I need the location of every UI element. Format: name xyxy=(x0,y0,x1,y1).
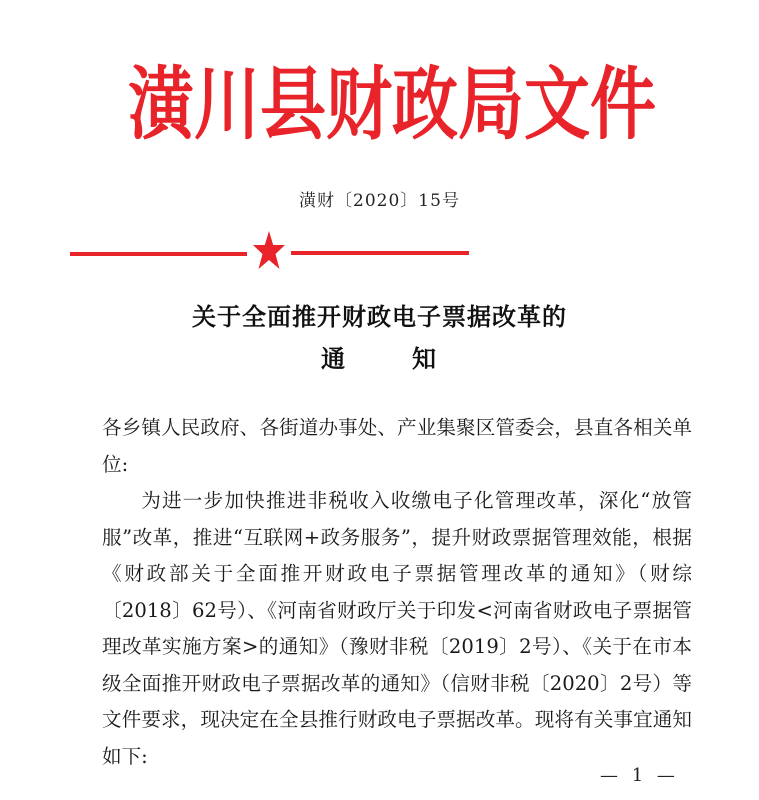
subtitle-char: 通 xyxy=(321,344,345,373)
document-subtitle xyxy=(0,339,759,373)
masthead-char: 潢 xyxy=(128,57,194,151)
masthead-char: 县 xyxy=(260,57,326,151)
star-icon xyxy=(253,231,285,271)
body-paragraph: 为进一步加快推进非税收入收缴电子化管理改革，深化“放管服”改革，推进“互联网+政务服务”，提升财政票据管理效能，根据《财政部关于全面推开财政电子票据管理改革的通知》（财综〔2018〕62号）、《河南省财政厅关于印发<河南省财政电子票据管理改革实施方案>的通知》（豫财非税〔2019〕2号）、《关于在市本级全面推开财政电子票据改革的通知》（信财非税〔2020〕2号）等文件要求，现决定在全县推行财政电子票据改革。现将有关事宜通知如下: xyxy=(102,489,692,768)
masthead-title xyxy=(128,57,656,151)
divider-rule-left xyxy=(70,252,247,256)
document-title: 关于全面推开财政电子票据改革的 xyxy=(192,302,567,331)
red-divider xyxy=(70,231,690,271)
masthead-char: 件 xyxy=(590,57,656,151)
addressee: 各乡镇人民政府、各街道办事处、产业集聚区管委会，县直各相关单位: xyxy=(102,416,692,476)
document-body xyxy=(102,410,692,775)
masthead-char: 川 xyxy=(194,57,260,151)
document-number: 潢财〔2020〕15号 xyxy=(299,191,460,211)
masthead-char: 政 xyxy=(392,57,458,151)
masthead-char: 财 xyxy=(326,57,392,151)
page-number: — 1 — xyxy=(600,765,679,786)
subtitle-char: 知 xyxy=(412,344,436,373)
divider-rule-right xyxy=(291,251,469,255)
masthead-char: 文 xyxy=(524,57,590,151)
masthead-char: 局 xyxy=(458,57,524,151)
